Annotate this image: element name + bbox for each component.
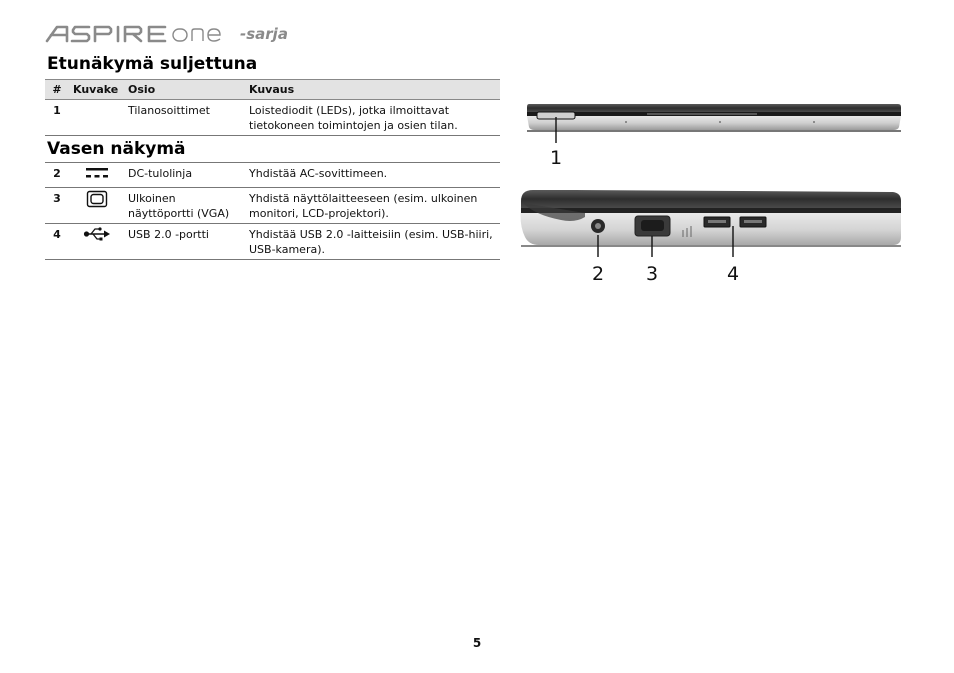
row-description: Yhdistää AC-sovittimeen. (245, 163, 500, 188)
table-row (45, 224, 500, 260)
row-number: 3 (45, 188, 69, 224)
row-number: 2 (45, 163, 69, 188)
row-description: Yhdistää USB 2.0 -laitteisiin (esim. USB-hiiri, USB-kamera). (245, 224, 500, 260)
table-row (45, 100, 500, 136)
left-view-title: Vasen näkymä (47, 139, 186, 159)
row-icon-cell (69, 100, 124, 136)
usb-icon (69, 224, 124, 260)
vga-monitor-icon (69, 188, 124, 224)
brand-suffix: -sarja (240, 25, 288, 43)
left-view-illustration (521, 190, 902, 247)
row-description: Yhdistä näyttölaitteeseen (esim. ulkoinen monitori, LCD-projektori). (245, 188, 500, 224)
front-view-table (45, 79, 500, 136)
column-header-part: Osio (124, 80, 245, 100)
row-part: USB 2.0 -portti (124, 224, 245, 260)
left-view-table (45, 162, 500, 260)
row-part: Tilanosoittimet (124, 100, 245, 136)
front-view-illustration (527, 104, 901, 132)
row-number: 1 (45, 100, 69, 136)
table-row (45, 163, 500, 188)
laptop-illustrations (515, 95, 910, 290)
aspire-one-logo (45, 21, 235, 45)
row-number: 4 (45, 224, 69, 260)
brand-header (45, 20, 288, 46)
row-part: Ulkoinen näyttöportti (VGA) (124, 188, 245, 224)
callout-number-2: 2 (592, 263, 605, 285)
column-header-number: # (45, 80, 69, 100)
front-view-title: Etunäkymä suljettuna (47, 54, 258, 74)
row-description: Loistediodit (LEDs), jotka ilmoittavat tietokoneen toimintojen ja osien tilan. (245, 100, 500, 136)
callout-number-3: 3 (646, 263, 659, 285)
dc-power-icon (69, 163, 124, 188)
callout-number-1: 1 (550, 147, 563, 169)
table-row (45, 188, 500, 224)
column-header-icon: Kuvake (69, 80, 124, 100)
row-part: DC-tulolinja (124, 163, 245, 188)
callout-number-4: 4 (727, 263, 740, 285)
page-number: 5 (472, 636, 482, 650)
table-header-row (45, 80, 500, 100)
column-header-description: Kuvaus (245, 80, 500, 100)
